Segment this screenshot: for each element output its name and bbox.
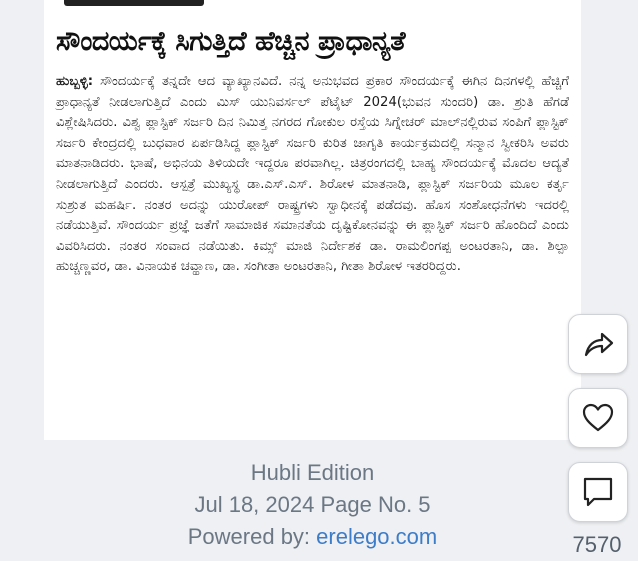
article-text: ಸೌಂದರ್ಯಕ್ಕೆ ತನ್ನದೇ ಆದ ವ್ಯಾಖ್ಯಾನವಿದೆ. ನನ್ನ ಅನುಭವದ ಪ್ರಕಾರ ಸೌಂದರ್ಯಕ್ಕೆ ಈಗಿನ ದಿನಗಳಲ್ಲಿ ಹೆಚ್ಚಿಗೆ ಪ್ರಾಧಾನ್ಯತೆ ನೀಡಲಾಗುತ್ತಿದೆ ಎಂದು ಮಿಸ್ ಯುನಿವರ್ಸಲ್ ಪೆಟೈಟ್ 2024(ಭುವನ ಸುಂದರಿ) ಡಾ. ಶ್ರುತಿ ಹೆಗಡೆ ವಿಶ್ಲೇಷಿಸಿದರು. ವಿಶ್ವ ಪ್ಲಾಸ್ಟಿಕ್ ಸರ್ಜರಿ ದಿನ ನಿಮಿತ್ತ ನಗರದ ಗೋಕುಲ ರಸ್ತೆಯ ಸಿಗ್ನೇಚರ್ ಮಾಲ್‌ನಲ್ಲಿರುವ ಸಂಪಿಗೆ ಪ್ಲಾಸ್ಟಿಕ್ ಸರ್ಜರಿ ಕೇಂದ್ರದಲ್ಲಿ ಬುಧವಾರ ಏರ್ಪಡಿಸಿದ್ದ ಪ್ಲಾಸ್ಟಿಕ್ ಸರ್ಜರಿ ಕುರಿತ ಜಾಗೃತಿ ಕಾರ್ಯಕ್ರಮದಲ್ಲಿ ಸನ್ಮಾನ ಸ್ವೀಕರಿಸಿ ಅವರು ಮಾತನಾಡಿದರು. ಭಾಷೆ, ಅಭಿನಯ ತಿಳಿಯದೇ ಇದ್ದರೂ ಪರವಾಗಿಲ್ಲ. ಚಿತ್ರರಂಗದಲ್ಲಿ ಬಾಹ್ಯ ಸೌಂದರ್ಯಕ್ಕೆ ಮೊದಲ ಆದ್ಯತೆ ನೀಡಲಾಗುತ್ತಿದೆ ಎಂದರು. ಆಸ್ಪತ್ರೆ ಮುಖ್ಯಸ್ಥ ಡಾ.ಎಸ್.ಎಸ್. ಶಿರೋಳ ಮಾತನಾಡಿ, ಪ್ಲಾಸ್ಟಿಕ್ ಸರ್ಜರಿಯ ಮೂಲ ಕರ್ತೃ ಸುಶ್ರುತ ಮಹರ್ಷಿ. ನಂತರ ಅದನ್ನು ಯುರೋಪ್ ರಾಷ್ಟ್ರಗಳು ಸ್ವಾಧೀನಕ್ಕೆ ಪಡೆದವು. ಹೊಸ ಸಂಶೋಧನೆಗಳು ಇದರಲ್ಲಿ ನಡೆಯುತ್ತಿವೆ. ಸೌಂದರ್ಯ ಪ್ರಜ್ಞೆ ಜತೆಗೆ ಸಾಮಾಜಿಕ ಸಮಾನತೆಯ ದೃಷ್ಟಿಕೋನವನ್ನು ಈ ಪ್ಲಾಸ್ಟಿಕ್ ಸರ್ಜರಿ ಹೊಂದಿದೆ ಎಂದು ವಿವರಿಸಿದರು. ನಂತರ ಸಂವಾದ ನಡೆಯಿತು. ಕಿಮ್ಸ್ ಮಾಜಿ ನಿರ್ದೇಶಕ ಡಾ. ರಾಮಲಿಂಗಪ್ಪ ಅಂಟರತಾನಿ, ಡಾ. ಶಿಲ್ಪಾ ಹುಚ್ಚಣ್ಣವರ, ಡಾ. ವಿನಾಯಕ ಚವ್ಹಾಣ, ಡಾ. ಸಂಗೀತಾ ಅಂಟರತಾನಿ, ಗೀತಾ ಶಿರೋಳ ಇತರರಿದ್ದರು. xyxy=(56,74,569,275)
article-body xyxy=(56,72,569,278)
view-count: 7570 xyxy=(572,532,622,557)
newspaper-clipping xyxy=(44,0,581,440)
comment-button[interactable] xyxy=(568,462,628,522)
comment-icon xyxy=(581,475,615,509)
date-page-label: Jul 18, 2024 Page No. 5 xyxy=(194,492,431,517)
powered-by xyxy=(44,524,581,550)
like-button[interactable] xyxy=(568,388,628,448)
clipping-cut-edge xyxy=(64,0,204,6)
share-icon xyxy=(581,327,615,361)
share-button[interactable] xyxy=(568,314,628,374)
article-headline: ಸೌಂದರ್ಯಕ್ಕೆ ಸಿಗುತ್ತಿದೆ ಹೆಚ್ಚಿನ ಪ್ರಾಧಾನ್ಯತೆ xyxy=(56,26,406,57)
erelego-link[interactable]: erelego.com xyxy=(316,524,438,549)
powered-by-prefix: Powered by: xyxy=(187,524,317,549)
edition-label: Hubli Edition xyxy=(250,460,375,485)
heart-icon xyxy=(581,401,615,435)
article-dateline: ಹುಬ್ಬಳ್ಳಿ: xyxy=(56,74,94,89)
